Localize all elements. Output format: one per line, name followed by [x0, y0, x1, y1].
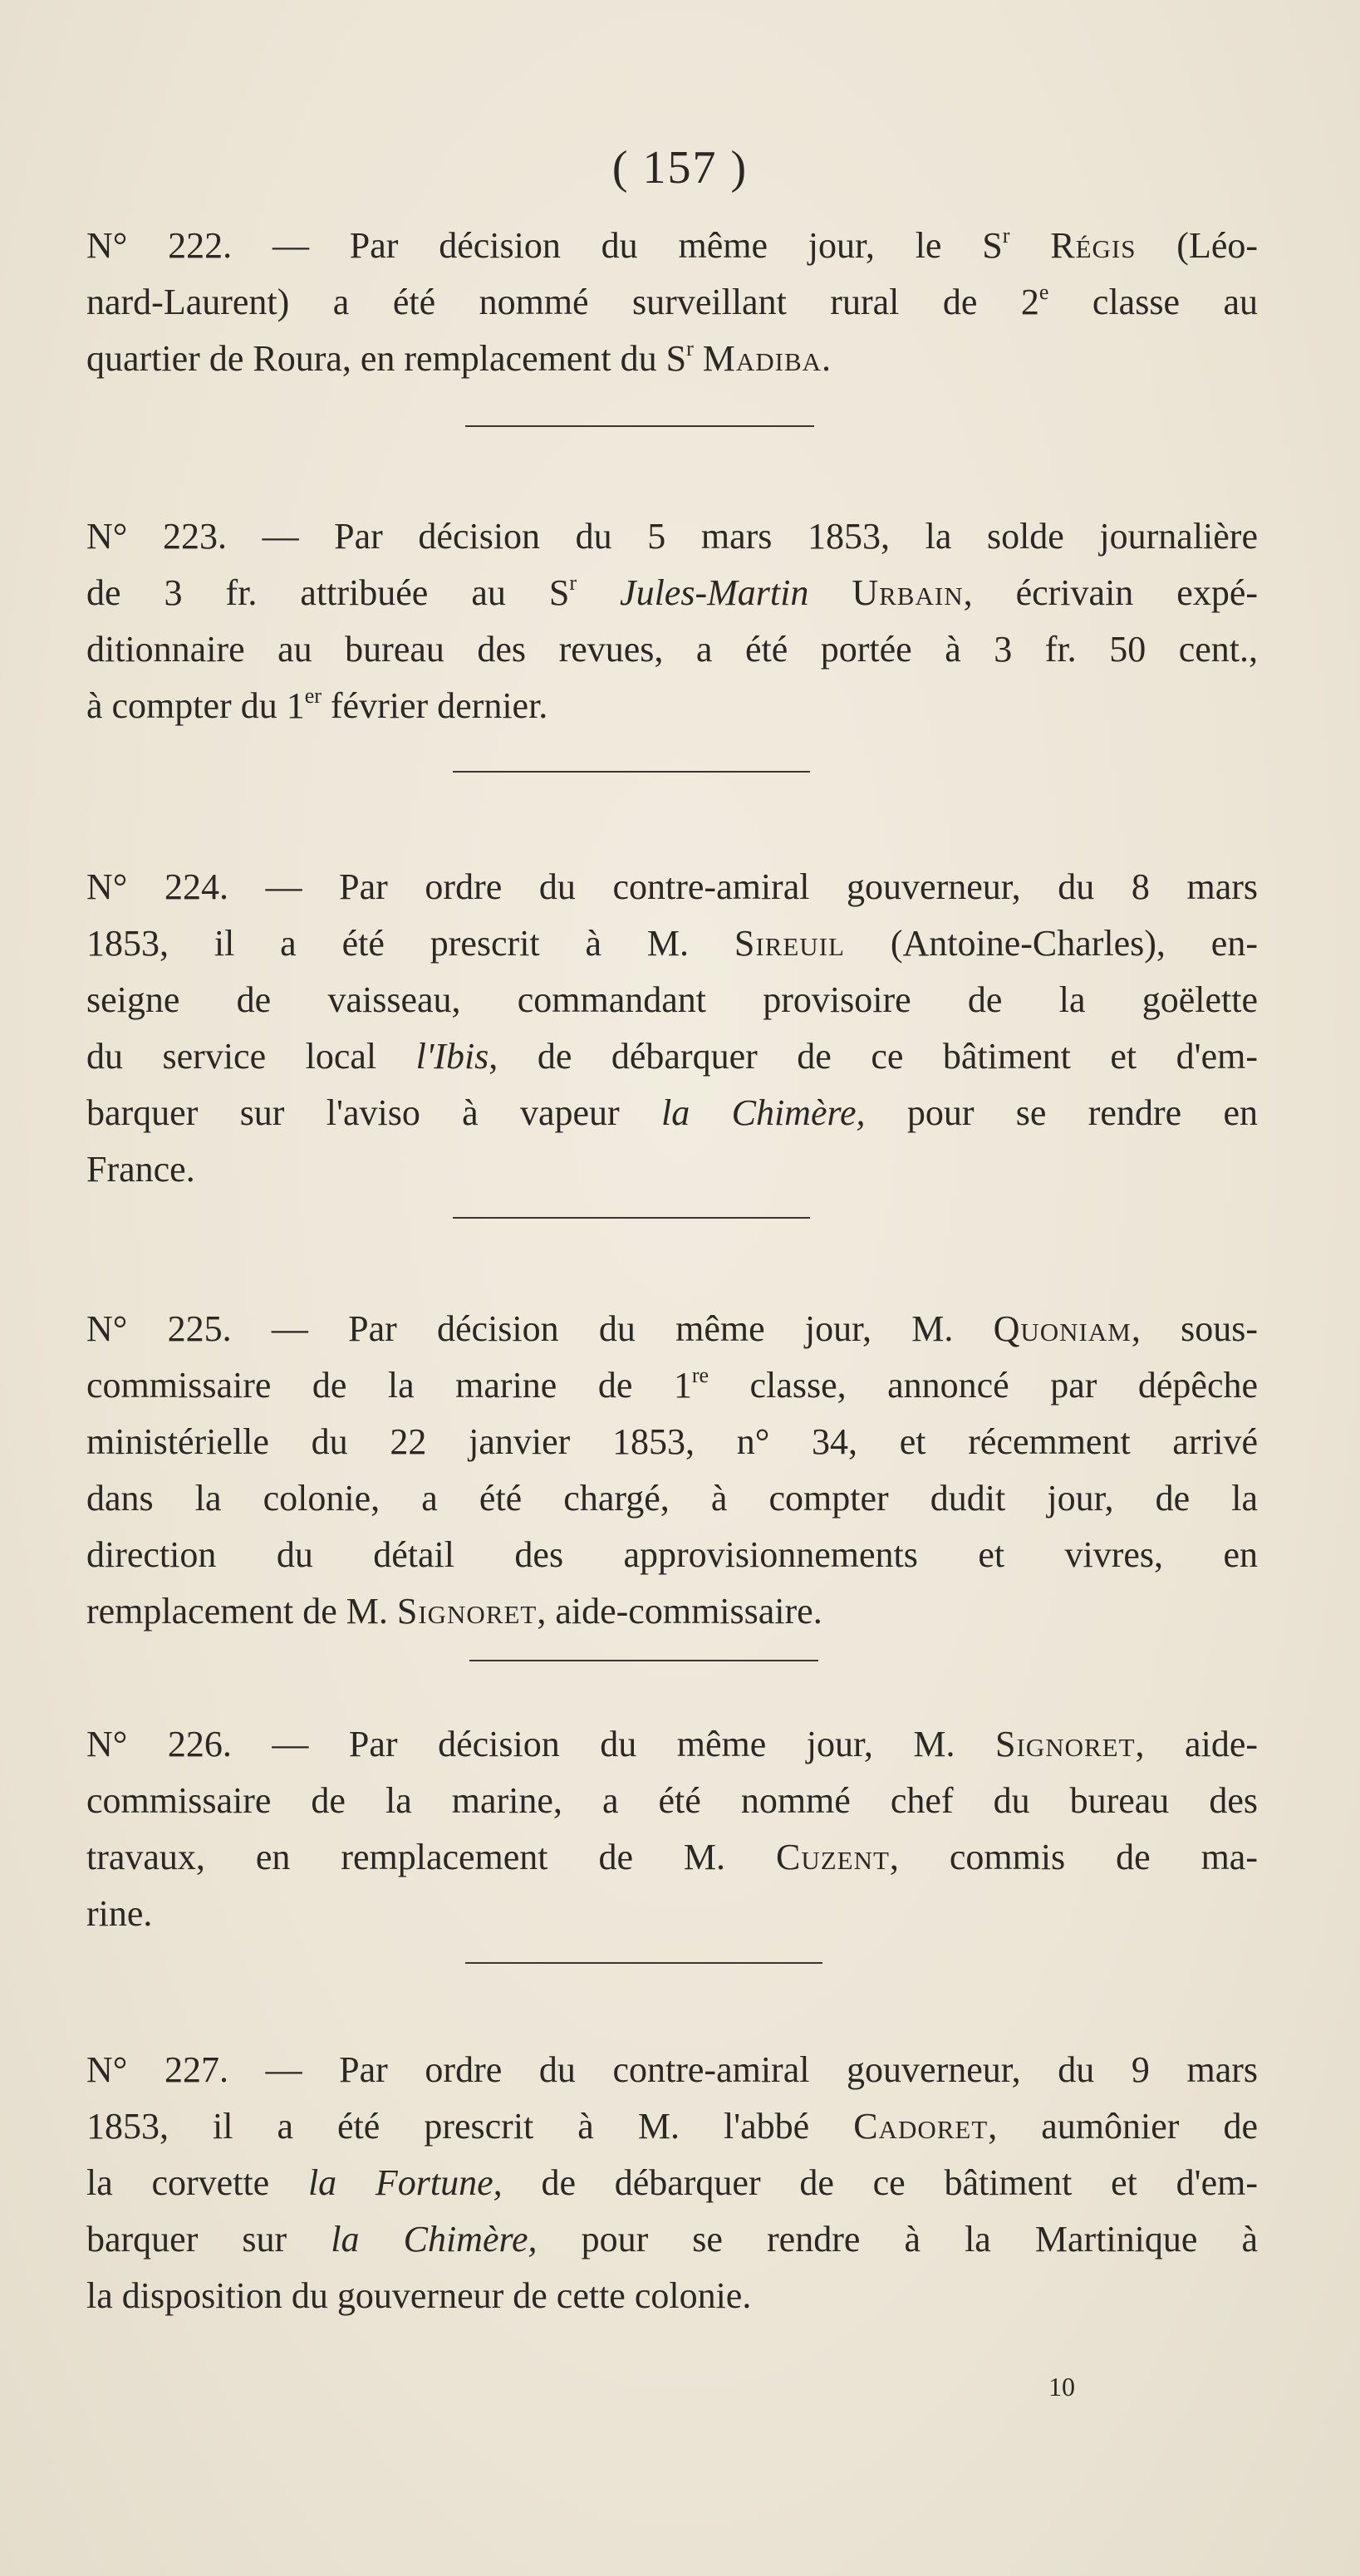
entry-line: ministérielle du 22 janvier 1853, n° 34, et récemment arrivé [86, 1421, 1258, 1462]
person-name: Cadoret [853, 2106, 989, 2147]
person-name: Régis [1050, 225, 1137, 266]
person-name: Quoniam [993, 1308, 1132, 1349]
entry-line: nard-Laurent) a été nommé surveillant rural de 2e classe au [86, 280, 1258, 322]
entry-227 [86, 2042, 1258, 2324]
entry-line: N° 225. — Par décision du même jour, M. Quoniam, sous- [86, 1308, 1258, 1349]
entry-line: N° 223. — Par décision du 5 mars 1853, la solde journalière [86, 516, 1258, 557]
entry-line: seigne de vaisseau, commandant provisoire de la goëlette [86, 979, 1258, 1020]
separator-rule [465, 1962, 822, 1964]
entry-line: ditionnaire au bureau des revues, a été portée à 3 fr. 50 cent., [86, 629, 1258, 670]
entry-line: N° 226. — Par décision du même jour, M. Signoret, aide- [86, 1724, 1258, 1764]
entry-224 [86, 859, 1258, 1198]
separator-rule [453, 1217, 810, 1219]
entry-226 [86, 1716, 1258, 1942]
person-name: Madiba [702, 338, 822, 379]
entry-line: barquer sur l'aviso à vapeur la Chimère, pour se rendre en [86, 1092, 1258, 1133]
entry-line: direction du détail des approvisionnements et vivres, en [86, 1534, 1258, 1575]
entry-line: la disposition du gouverneur de cette colonie. [86, 2275, 752, 2316]
entry-line: quartier de Roura, en remplacement du $S^r$ Madiba. [86, 336, 832, 379]
entry-line: commissaire de la marine de 1re classe, annoncé par dépêche [86, 1363, 1259, 1406]
entry-line: du service local l'Ibis, de débarquer de ce bâtiment et d'em- [86, 1036, 1258, 1077]
entry-222 [86, 218, 1258, 387]
signature-mark: 10 [1048, 2372, 1075, 2402]
entry-line: de 3 fr. attribuée au $S^r$ Jules-Martin Urbain, écrivain expé- [86, 571, 1259, 613]
separator-rule [469, 1660, 818, 1661]
entry-line: la corvette la Fortune, de débarquer de ce bâtiment et d'em- [86, 2162, 1258, 2203]
entry-line: 1853, il a été prescrit à M. l'abbé Cadoret, aumônier de [86, 2106, 1258, 2147]
entry-line: N° 227. — Par ordre du contre-amiral gouverneur, du 9 mars [86, 2049, 1258, 2090]
separator-rule [453, 771, 810, 773]
entry-225 [86, 1301, 1258, 1640]
person-name: Urbain [852, 572, 964, 613]
separator-rule [465, 425, 814, 427]
entry-223 [86, 508, 1258, 734]
page-number: ( 157 ) [611, 142, 749, 194]
person-name: Signoret [396, 1591, 538, 1631]
entry-line: France. [86, 1149, 195, 1190]
entry-line: dans la colonie, a été chargé, à compter dudit jour, de la [86, 1478, 1258, 1519]
entry-line: 1853, il a été prescrit à M. Sireuil (Antoine-Charles), en- [86, 923, 1258, 964]
entry-line: commissaire de la marine, a été nommé chef du bureau des [86, 1780, 1258, 1821]
entry-line: N° 222. — Par décision du même jour, le $S^r$ Régis (Léo- [86, 223, 1258, 266]
person-name: Signoret [995, 1724, 1136, 1764]
person-name: Sireuil [734, 923, 845, 964]
entry-line: travaux, en remplacement de M. Cuzent, commis de ma- [86, 1837, 1258, 1877]
entry-line: barquer sur la Chimère, pour se rendre à la Martinique à [86, 2219, 1259, 2260]
entry-line: rine. [86, 1893, 153, 1934]
entry-line: remplacement de M. Signoret, aide-commissaire. [86, 1591, 822, 1631]
entry-line: à compter du 1er février dernier. [86, 684, 548, 726]
entry-line: N° 224. — Par ordre du contre-amiral gouverneur, du 8 mars [86, 866, 1258, 907]
person-name: Cuzent [775, 1837, 890, 1877]
